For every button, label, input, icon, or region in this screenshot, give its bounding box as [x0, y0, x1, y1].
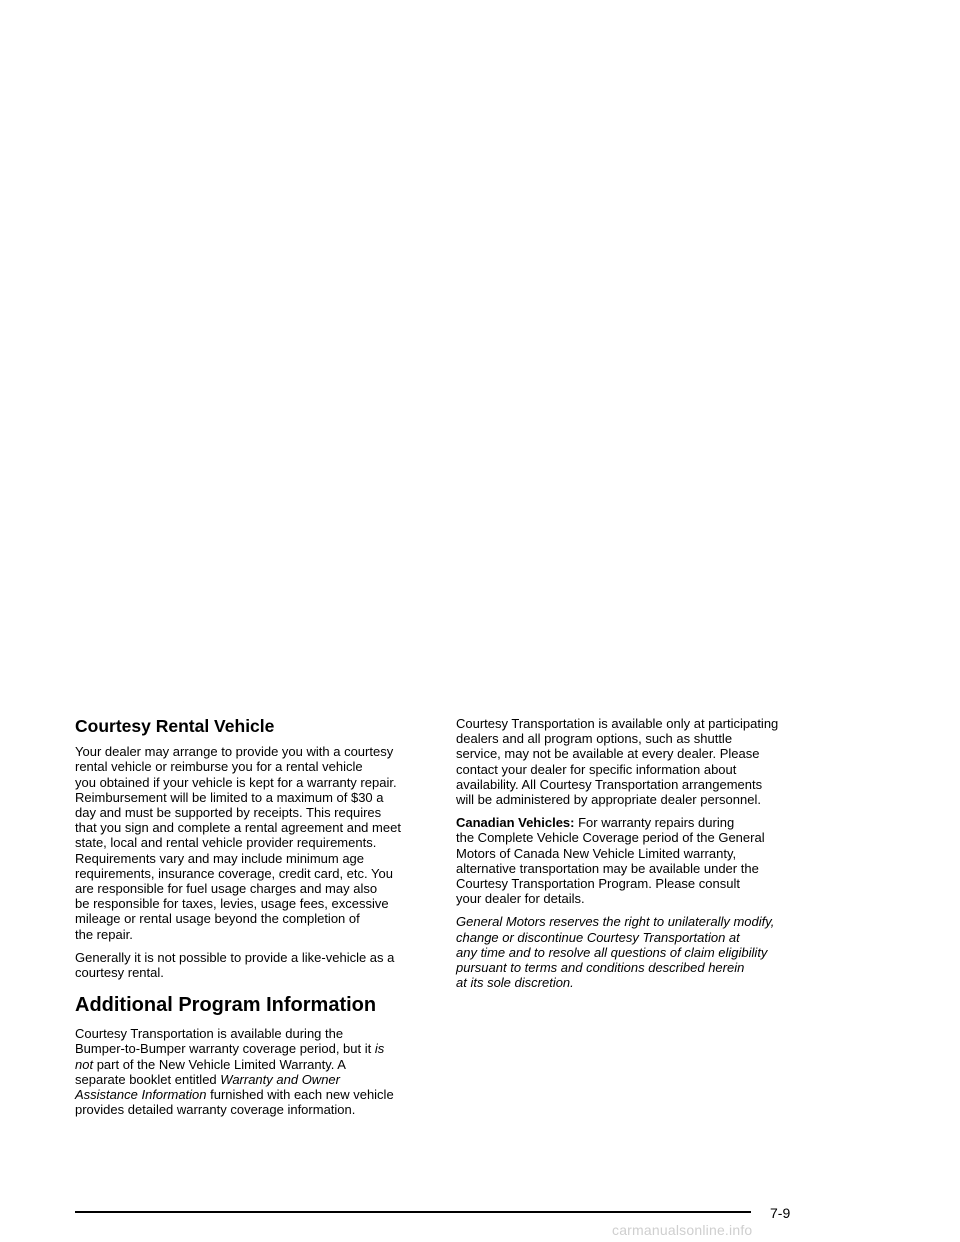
- text-line: are responsible for fuel usage charges and may also: [75, 880, 378, 896]
- text-line: Generally it is not possible to provide a like-vehicle as a: [75, 949, 395, 965]
- text-line: state, local and rental vehicle provider requirements.: [75, 835, 377, 851]
- text-line: change or discontinue Courtesy Transportation at: [456, 929, 740, 945]
- text-line: General Motors reserves the right to unilaterally modify,: [456, 914, 775, 930]
- text-line: any time and to resolve all questions of claim eligibility: [456, 944, 768, 960]
- text-run: For warranty repairs during: [574, 815, 735, 831]
- left-column: [75, 716, 439, 1125]
- right-column: [456, 716, 826, 998]
- gm-reservation-paragraph: [456, 914, 826, 990]
- text-line: Motors of Canada New Vehicle Limited warranty,: [456, 845, 737, 861]
- text-line: [75, 1087, 439, 1102]
- text-line: courtesy rental.: [75, 964, 164, 980]
- text-line: [75, 1102, 439, 1117]
- text-line: Courtesy Transportation is available only at participating: [456, 716, 779, 731]
- text-line: rental vehicle or reimburse you for a rental vehicle: [75, 759, 363, 775]
- text-line: [456, 815, 826, 830]
- text-run: Courtesy Transportation is available during the: [75, 1026, 344, 1042]
- text-line: [75, 1057, 439, 1072]
- text-run: Bumper-to-Bumper warranty coverage period, but it: [75, 1041, 375, 1057]
- text-run: part of the New Vehicle Limited Warranty. A: [93, 1056, 346, 1072]
- text-line: requirements, insurance coverage, credit card, etc. You: [75, 865, 393, 881]
- footer-rule: [75, 1211, 751, 1213]
- text-line: pursuant to terms and conditions described herein: [456, 960, 745, 976]
- text-line: Reimbursement will be limited to a maximum of $30 a: [75, 789, 384, 805]
- text-line: mileage or rental usage beyond the completion of: [75, 911, 360, 927]
- text-line: your dealer for details.: [456, 891, 585, 907]
- text-run: furnished with each new vehicle: [206, 1086, 394, 1102]
- availability-paragraph: [456, 716, 826, 807]
- section-title-courtesy-rental: Courtesy Rental Vehicle: [75, 716, 275, 736]
- text-line: day and must be supported by receipts. This requires: [75, 804, 382, 820]
- canadian-vehicles-paragraph: [456, 815, 826, 906]
- text-line: at its sole discretion.: [456, 975, 574, 991]
- text-line: [75, 1026, 439, 1041]
- canadian-vehicles-label: Canadian Vehicles:: [456, 815, 575, 831]
- booklet-title: Warranty and Owner: [220, 1071, 340, 1087]
- emphasis-text: is: [374, 1041, 385, 1057]
- courtesy-rental-paragraph-1: [75, 744, 439, 942]
- text-line: [75, 1041, 439, 1056]
- text-line: Courtesy Transportation Program. Please consult: [456, 876, 740, 892]
- text-line: the Complete Vehicle Coverage period of the General: [456, 830, 765, 846]
- text-line: [75, 1072, 439, 1087]
- text-line: service, may not be available at every dealer. Please: [456, 746, 760, 762]
- page-number: 7-9: [770, 1205, 791, 1221]
- section-title-additional-program: Additional Program Information: [75, 994, 377, 1017]
- text-line: alternative transportation may be available under the: [456, 860, 759, 876]
- booklet-title: Assistance Information: [75, 1086, 207, 1102]
- text-line: you obtained if your vehicle is kept for a warranty repair.: [75, 774, 397, 790]
- emphasis-text: not: [75, 1056, 94, 1072]
- text-run: provides detailed warranty coverage information.: [75, 1102, 356, 1118]
- text-line: Requirements vary and may include minimum age: [75, 850, 365, 866]
- text-line: will be administered by appropriate dealer personnel.: [456, 792, 761, 808]
- text-line: be responsible for taxes, levies, usage fees, excessive: [75, 896, 389, 912]
- text-line: dealers and all program options, such as shuttle: [456, 731, 733, 747]
- additional-program-paragraph: [75, 1026, 439, 1117]
- watermark: carmanualsonline.info: [612, 1222, 753, 1238]
- text-line: contact your dealer for specific information about: [456, 761, 737, 777]
- text-line: that you sign and complete a rental agreement and meet: [75, 820, 401, 836]
- text-line: availability. All Courtesy Transportation arrangements: [456, 776, 763, 792]
- courtesy-rental-paragraph-2: [75, 950, 439, 980]
- text-line: Your dealer may arrange to provide you with a courtesy: [75, 744, 394, 760]
- text-run: separate booklet entitled: [75, 1071, 221, 1087]
- text-line: the repair.: [75, 926, 133, 942]
